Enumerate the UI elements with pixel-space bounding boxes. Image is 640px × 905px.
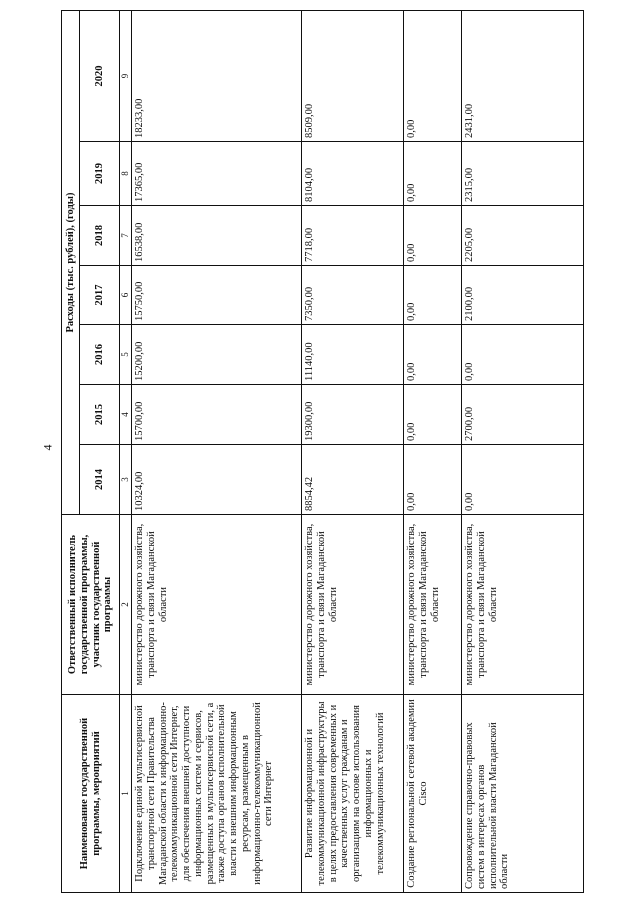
column-number: 9 <box>120 11 132 142</box>
column-number: 5 <box>120 325 132 385</box>
table-row <box>462 11 584 893</box>
row-value: 18233,00 <box>132 11 302 142</box>
row-executor: министерство дорожного хозяйства, транспорта и связи Магаданской области <box>132 515 302 695</box>
row-value: 0,00 <box>462 445 584 515</box>
row-value: 0,00 <box>404 11 462 142</box>
row-executor: министерство дорожного хозяйства, транспорта и связи Магаданской области <box>404 515 462 695</box>
column-number-row <box>120 11 132 893</box>
row-value: 0,00 <box>404 266 462 325</box>
row-value: 7350,00 <box>302 266 404 325</box>
header-year: 2017 <box>80 266 120 325</box>
row-value: 0,00 <box>404 325 462 385</box>
row-value: 2100,00 <box>462 266 584 325</box>
row-value: 16538,00 <box>132 206 302 266</box>
expenditure-table-rotated <box>61 11 583 893</box>
row-value: 17365,00 <box>132 142 302 206</box>
page-number: 4 <box>40 444 55 451</box>
row-value: 7718,00 <box>302 206 404 266</box>
row-value: 0,00 <box>404 445 462 515</box>
header-year: 2020 <box>80 11 120 142</box>
header-name: Наименование государственной программы, мероприятий <box>62 695 120 893</box>
column-number: 7 <box>120 206 132 266</box>
column-number: 3 <box>120 445 132 515</box>
row-name: Сопровождение справочно-правовых систем в интересах органов исполнительной власти Магаданской области <box>462 695 584 893</box>
header-year: 2018 <box>80 206 120 266</box>
row-name: Подключение единой мультисервисной транспортной сети Правительства Магаданской области к информационно-телекоммуникационной сети Интернет, для обеспечения внешней доступности информационных систем и сервисов, размещенных в мультисервисной сети, а также доступа органов исполнительной власти к внешним информационным ресурсам, размещенным в информационно-телекоммуникационной сети Интернет <box>132 695 302 893</box>
row-value: 0,00 <box>404 142 462 206</box>
expenditure-table <box>61 10 584 893</box>
header-year: 2016 <box>80 325 120 385</box>
row-value: 19300,00 <box>302 385 404 445</box>
column-number: 6 <box>120 266 132 325</box>
row-executor: министерство дорожного хозяйства, транспорта и связи Магаданской области <box>302 515 404 695</box>
row-value: 2431,00 <box>462 11 584 142</box>
column-number: 2 <box>120 515 132 695</box>
row-value: 11140,00 <box>302 325 404 385</box>
row-value: 0,00 <box>404 206 462 266</box>
row-value: 2315,00 <box>462 142 584 206</box>
row-value: 2205,00 <box>462 206 584 266</box>
header-year: 2015 <box>80 385 120 445</box>
row-value: 15750,00 <box>132 266 302 325</box>
row-value: 8509,00 <box>302 11 404 142</box>
table-row <box>302 11 404 893</box>
column-number: 4 <box>120 385 132 445</box>
row-value: 0,00 <box>462 325 584 385</box>
header-year: 2019 <box>80 142 120 206</box>
column-number: 8 <box>120 142 132 206</box>
table-row <box>132 11 302 893</box>
row-name: Развитие информационной и телекоммуникационной инфраструктуры в целях предоставления современных и качественных услуг гражданам и организациям на основе использования информационных и телекоммуникационных технологий <box>302 695 404 893</box>
column-number: 1 <box>120 695 132 893</box>
table-row <box>404 11 462 893</box>
row-name: Создание региональной сетевой академии Cisco <box>404 695 462 893</box>
row-value: 0,00 <box>404 385 462 445</box>
row-value: 8854,42 <box>302 445 404 515</box>
header-year: 2014 <box>80 445 120 515</box>
row-value: 10324,00 <box>132 445 302 515</box>
row-value: 8104,00 <box>302 142 404 206</box>
row-value: 15700,00 <box>132 385 302 445</box>
row-value: 2700,00 <box>462 385 584 445</box>
row-value: 15200,00 <box>132 325 302 385</box>
row-executor: министерство дорожного хозяйства, транспорта и связи Магаданской области <box>462 515 584 695</box>
header-costs: Расходы (тыс. рублей), (годы) <box>62 11 80 515</box>
header-executor: Ответственный исполнитель государственной программы, участник государственной программы <box>62 515 120 695</box>
